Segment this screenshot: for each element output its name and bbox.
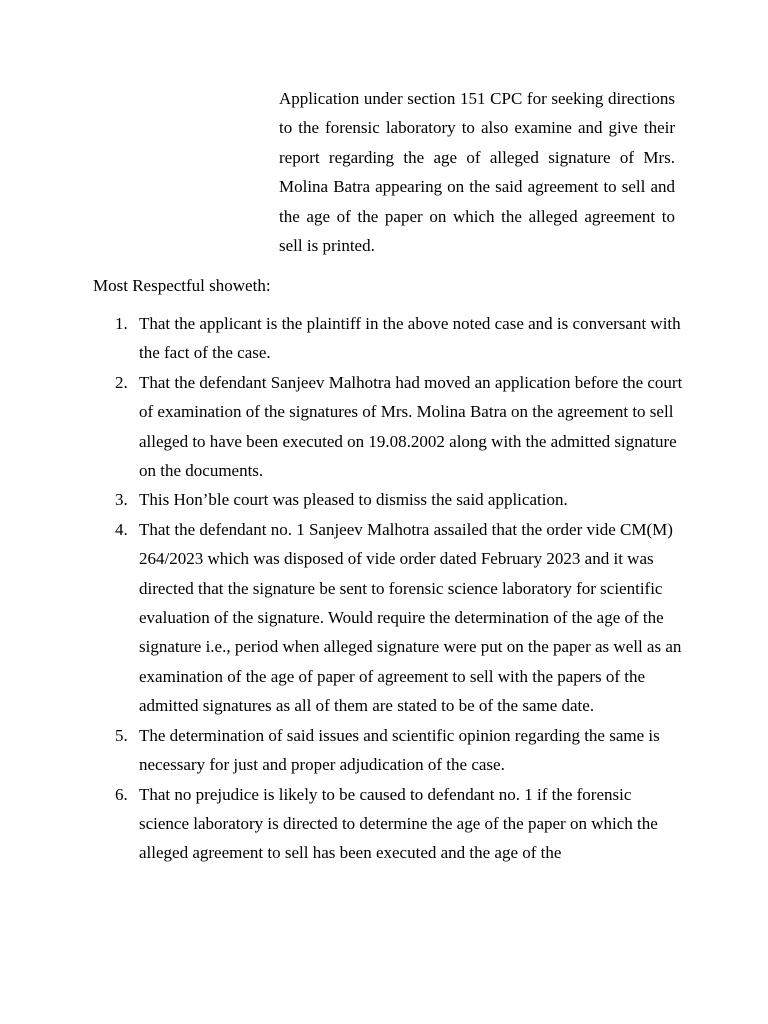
salutation: Most Respectful showeth: <box>93 276 271 295</box>
list-item-number: 2. <box>115 372 128 392</box>
application-subject: Application under section 151 CPC for seeking directions to the forensic laboratory to also examine and give their report regarding the age of alleged signature of Mrs. Molina Batra appearing on the said agreement to sell and the age of the paper on which the alleged agreement to sell is printed. <box>279 89 675 256</box>
numbered-points-list <box>93 309 683 868</box>
list-item <box>93 368 683 486</box>
list-item <box>93 721 683 780</box>
list-item-number: 4. <box>115 519 128 539</box>
list-item <box>93 780 683 868</box>
list-item <box>93 515 683 721</box>
list-item <box>93 309 683 368</box>
list-item-text: That the defendant no. 1 Sanjeev Malhotra assailed that the order vide CM(M) 264/2023 which was disposed of vide order dated February 2023 and it was directed that the signature be sent to forensic science laboratory for scientific evaluation of the signature. Would require the determination of the age of the signature i.e., period when alleged signature were put on the paper as well as an examination of the age of paper of agreement to sell with the papers of the admitted signatures as all of them are stated to be of the same date. <box>139 519 682 716</box>
list-item-text: This Hon’ble court was pleased to dismiss the said application. <box>139 490 568 510</box>
list-item-text: That no prejudice is likely to be caused to defendant no. 1 if the forensic science laboratory is directed to determine the age of the paper on which the alleged agreement to sell has been executed and the age of the <box>139 784 658 863</box>
list-item-number: 3. <box>115 490 128 510</box>
list-item-text: That the defendant Sanjeev Malhotra had moved an application before the court of examination of the signatures of Mrs. Molina Batra on the agreement to sell alleged to have been executed on 19.08.2002 along with the admitted signature on the documents. <box>139 372 683 481</box>
list-item-number: 5. <box>115 725 128 745</box>
list-item-number: 1. <box>115 314 128 333</box>
list-item-text: The determination of said issues and scientific opinion regarding the same is necessary for just and proper adjudication of the case. <box>139 725 660 775</box>
list-item <box>93 485 683 514</box>
list-item-number: 6. <box>115 784 128 804</box>
list-item-text: That the applicant is the plaintiff in the above noted case and is conversant with the fact of the case. <box>139 314 681 363</box>
